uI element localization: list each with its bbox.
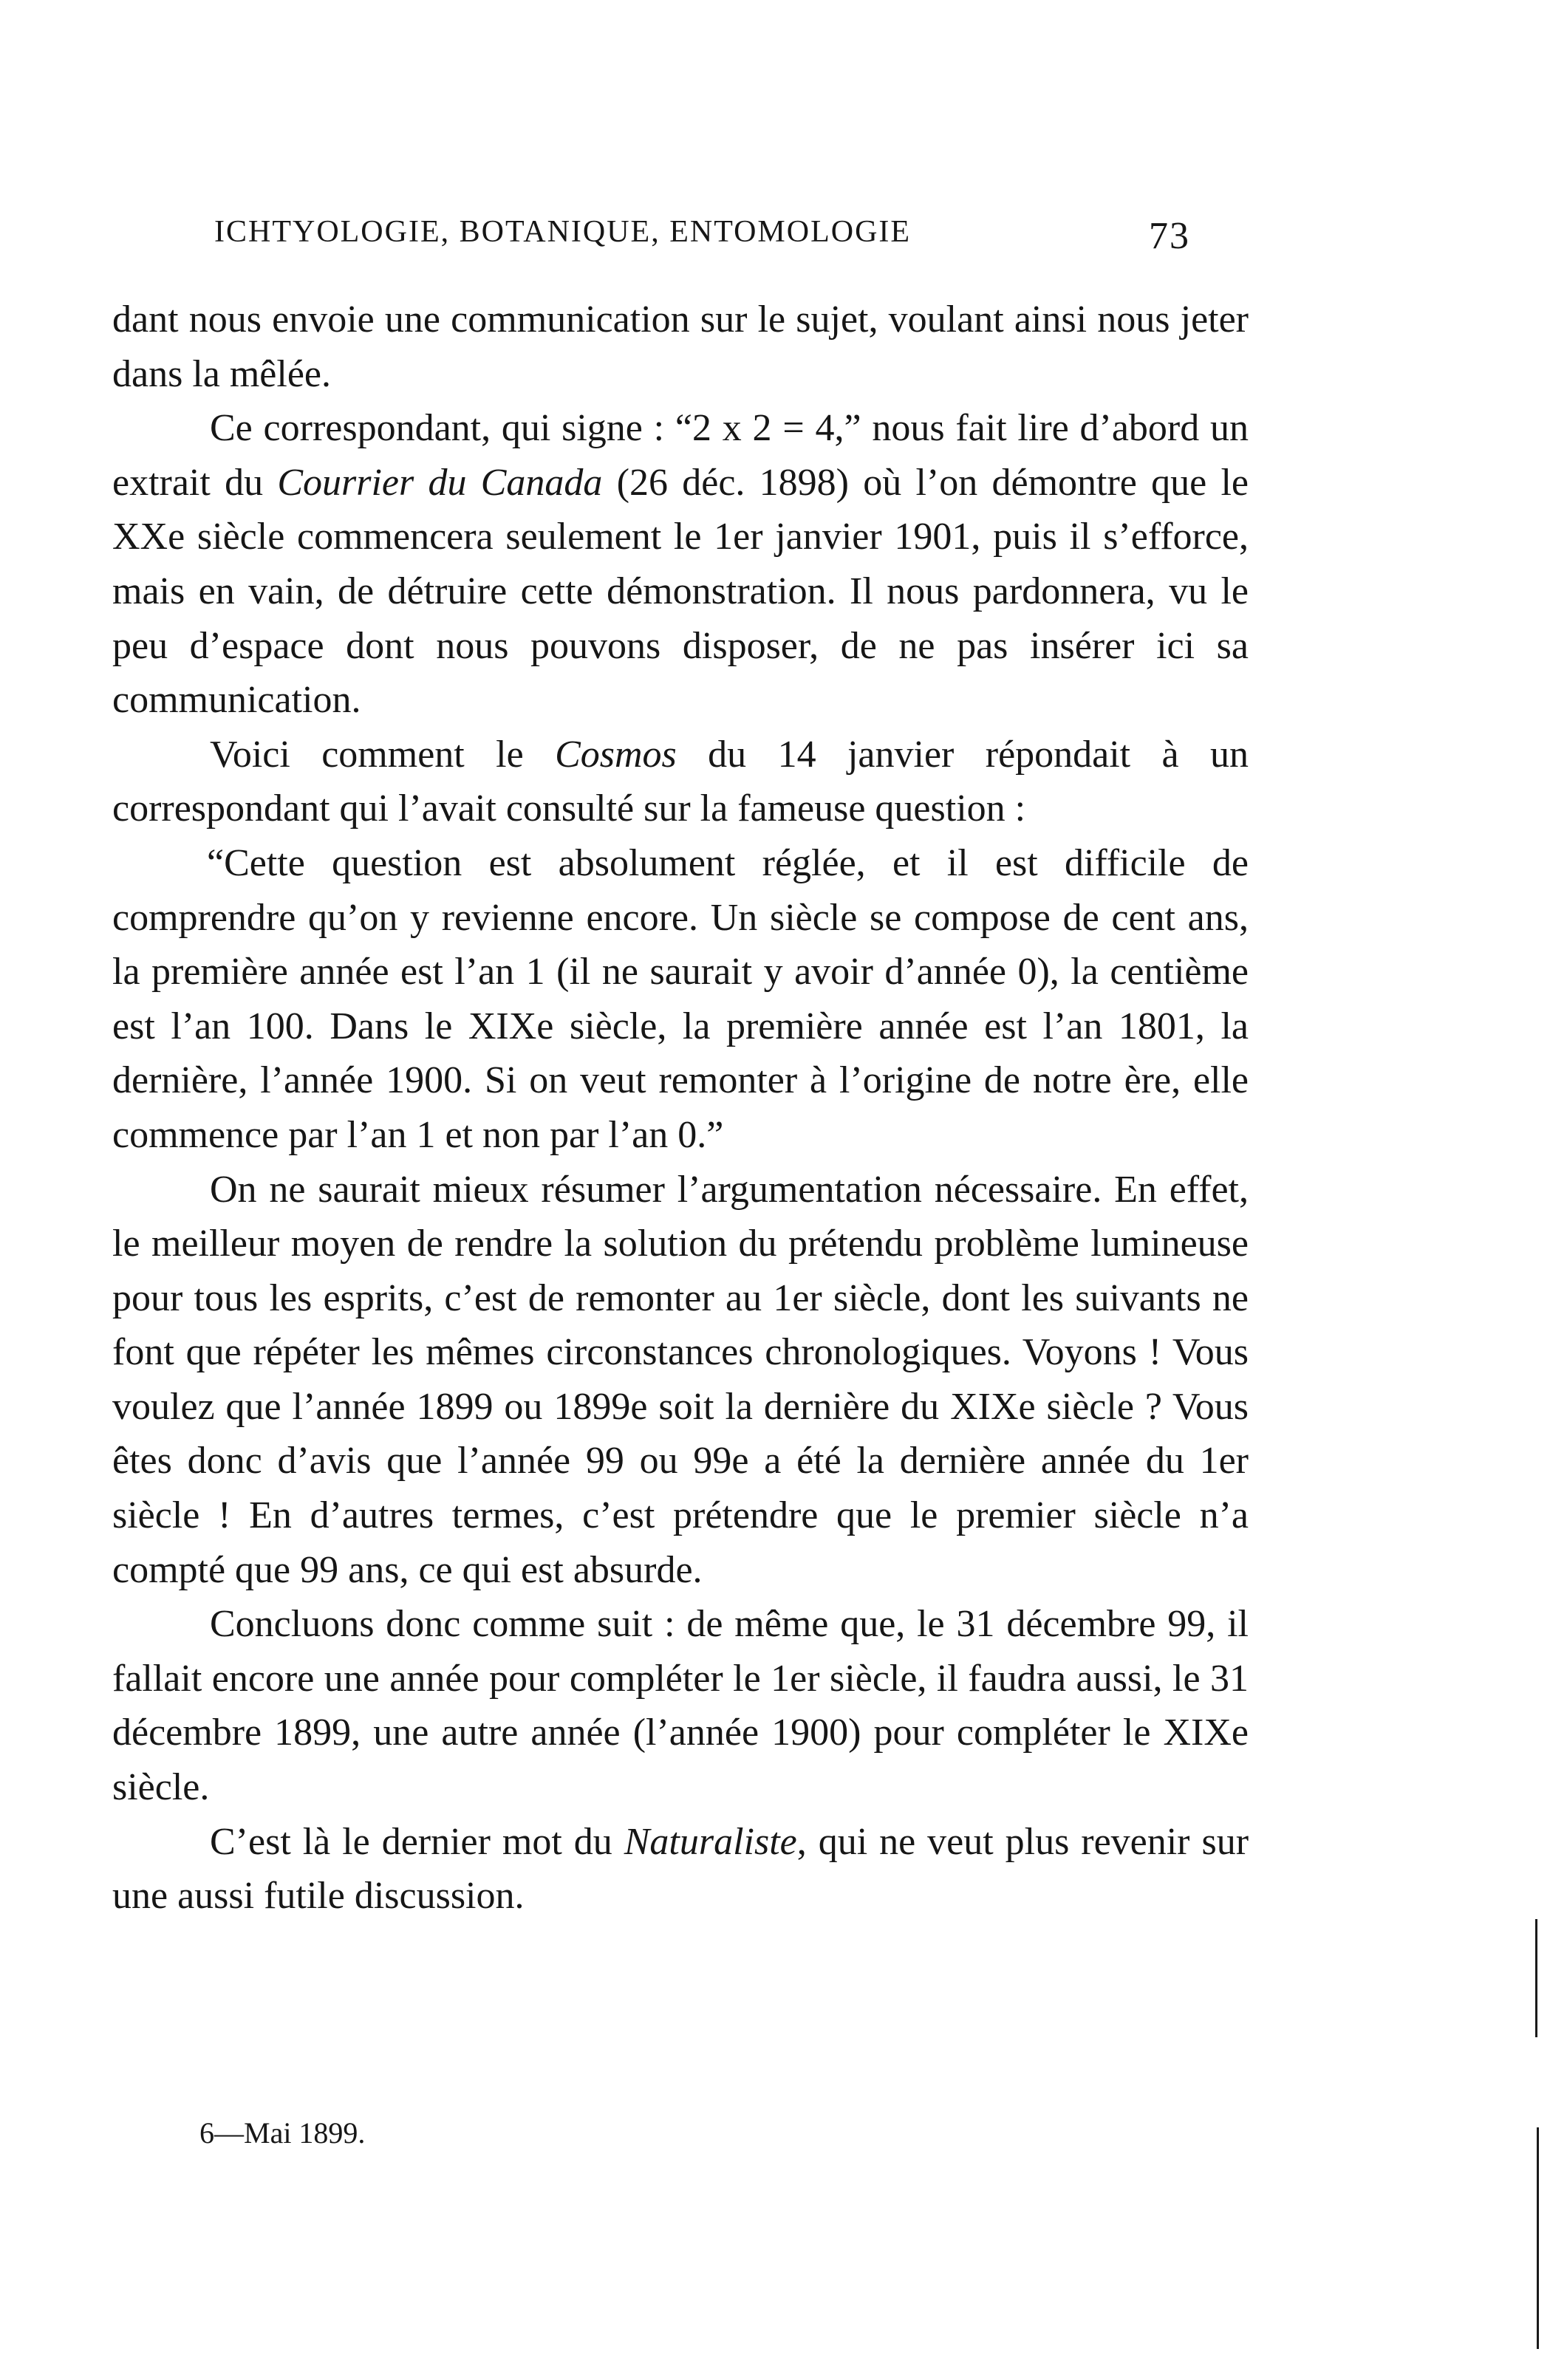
paragraph-6 bbox=[112, 1597, 1249, 1814]
paragraph-7-text-a: C’est là le dernier mot du bbox=[210, 1820, 624, 1863]
paragraph-3-text-a: Voici comment le bbox=[210, 733, 556, 776]
date-signature: 6—Mai 1899. bbox=[199, 2116, 366, 2150]
paragraph-3-text-b: du 14 janvier répondait à un correspondant qui l’avait consulté sur la fameuse question : bbox=[112, 733, 1249, 830]
paragraph-3 bbox=[112, 728, 1249, 836]
paragraph-2 bbox=[112, 401, 1249, 728]
paragraph-7-text-b: , qui ne veut plus revenir sur une aussi futile discussion. bbox=[112, 1820, 1249, 1918]
newspaper-title: Courrier du Canada bbox=[277, 461, 603, 504]
body-text bbox=[112, 293, 1249, 1924]
quoted-paragraph bbox=[112, 836, 1249, 1163]
journal-title: Cosmos bbox=[555, 733, 677, 776]
paragraph-1-text: dant nous envoie une communication sur le sujet, voulant ainsi nous jeter dans la mêlée. bbox=[112, 298, 1249, 395]
page-number: 73 bbox=[1149, 215, 1190, 257]
running-title: ICHTYOLOGIE, BOTANIQUE, ENTOMOLOGIE bbox=[214, 215, 912, 249]
paragraph-5 bbox=[112, 1163, 1249, 1598]
paragraph-6-text: Concluons donc comme suit : de même que, le 31 décembre 99, il fallait encore une année pour compléter le 1er siècle, il faudra aussi, le 31 décembre 1899, une autre année (l’année 1900) pour compléter le XIXe siècle. bbox=[112, 1603, 1249, 1809]
margin-rule bbox=[1535, 1919, 1537, 2037]
paragraph-2-text-b: (26 déc. 1898) où l’on démontre que le XXe siècle commencera seulement le 1er janvier 1901, puis il s’efforce, mais en vain, de détruire cette démonstration. Il nous pardonnera, vu le peu d’espace dont nous pouvons disposer, de ne pas insérer ici sa communication. bbox=[112, 461, 1249, 722]
paragraph-7 bbox=[112, 1815, 1249, 1924]
margin-rule bbox=[1537, 2127, 1539, 2349]
paragraph-5-text: On ne saurait mieux résumer l’argumentation nécessaire. En effet, le meilleur moyen de rendre la solution du prétendu problème lumineuse pour tous les esprits, c’est de remonter au 1er siècle, dont les suivants ne font que répéter les mêmes circonstances chronologiques. Voyons ! Vous voulez que l’année 1899 ou 1899e soit la dernière du XIXe siècle ? Vous êtes donc d’avis que l’année 99 ou 99e a été la dernière année du 1er siècle ! En d’autres termes, c’est prétendre que le premier siècle n’a compté que 99 ans, ce qui est absurde. bbox=[112, 1168, 1249, 1591]
paragraph-2-text-a: Ce correspondant, qui signe : “2 x 2 = 4,” nous fait lire d’abord un extrait du bbox=[112, 407, 1249, 504]
magazine-title: Naturaliste bbox=[624, 1820, 797, 1863]
paragraph-1 bbox=[112, 293, 1249, 401]
running-head bbox=[214, 214, 1249, 259]
quoted-paragraph-text: “Cette question est absolument réglée, et il est difficile de comprendre qu’on y revienne encore. Un siècle se compose de cent ans, la première année est l’an 1 (il ne saurait y avoir d’année 0), la centième est l’an 100. Dans le XIXe siècle, la première année est l’an 1801, la dernière, l’année 1900. Si on veut remonter à l’origine de notre ère, elle commence par l’an 1 et non par l’an 0.” bbox=[112, 841, 1249, 1156]
